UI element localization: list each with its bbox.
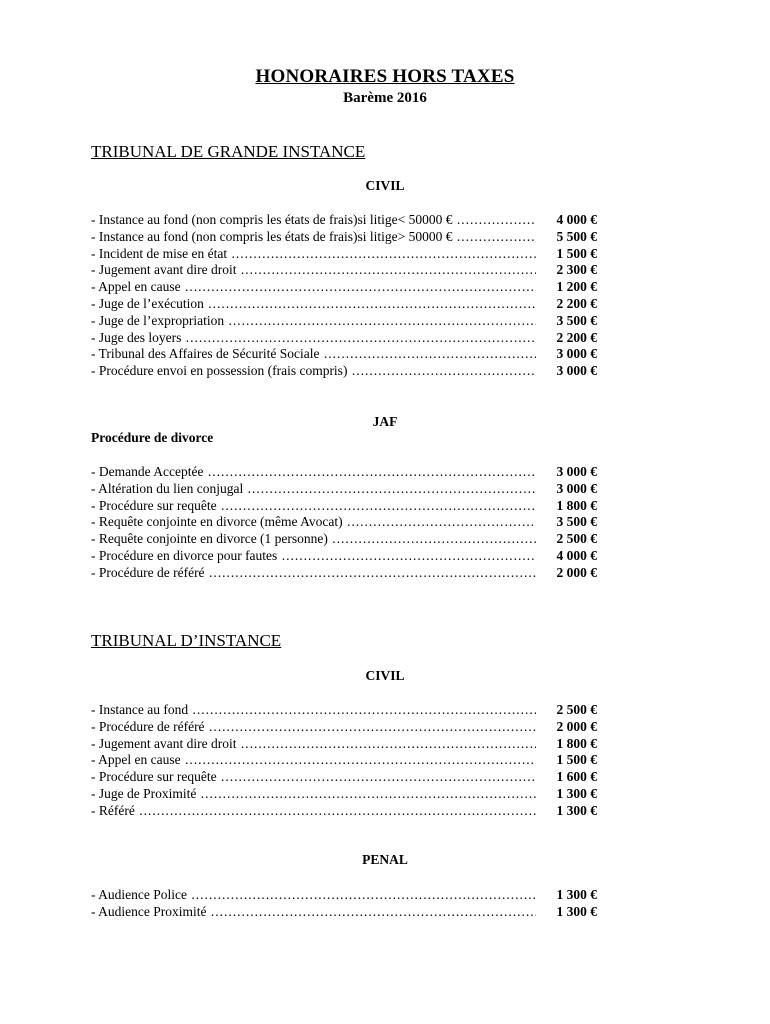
fee-row bbox=[91, 803, 601, 820]
fee-label: - Altération du lien conjugal ..... bbox=[91, 481, 536, 498]
fee-label: - Procédure en divorce pour fautes ..... bbox=[91, 548, 536, 565]
fee-list-penal bbox=[91, 887, 601, 921]
fee-row bbox=[91, 736, 601, 753]
fee-row bbox=[91, 481, 601, 498]
fee-row bbox=[91, 363, 601, 380]
fee-label: - Incident de mise en état ..... bbox=[91, 246, 536, 263]
fee-label: - Instance au fond ..... bbox=[91, 702, 536, 719]
fee-row bbox=[91, 313, 601, 330]
fee-label: - Procédure sur requête ..... bbox=[91, 769, 536, 786]
fee-row bbox=[91, 212, 601, 229]
fee-price: 1 200 € bbox=[556, 279, 597, 295]
fee-price: 3 000 € bbox=[556, 464, 597, 479]
fee-label: - Procédure de référé ..... bbox=[91, 719, 536, 736]
fee-row bbox=[91, 246, 601, 263]
fee-price: 2 300 € bbox=[556, 262, 597, 278]
fee-label: - Juge de l’expropriation ..... bbox=[91, 313, 536, 330]
page-subtitle: Barème 2016 bbox=[343, 90, 427, 106]
fee-row bbox=[91, 514, 601, 531]
fee-row bbox=[91, 904, 601, 921]
page-title: HONORAIRES HORS TAXES bbox=[255, 66, 515, 87]
fee-price: 2 200 € bbox=[556, 329, 597, 345]
fee-label: - Tribunal des Affaires de Sécurité Sociale ..... bbox=[91, 346, 536, 363]
fee-row bbox=[91, 346, 601, 363]
fee-label: - Procédure sur requête ..... bbox=[91, 498, 536, 515]
subheading-tgi-civil: CIVIL bbox=[365, 178, 405, 193]
fee-label: - Requête conjointe en divorce (même Avocat) ..... bbox=[91, 514, 536, 531]
fee-label: - Appel en cause ..... bbox=[91, 752, 536, 769]
fee-price: 4 000 € bbox=[556, 547, 597, 563]
fee-price: 2 200 € bbox=[556, 295, 597, 311]
fee-row bbox=[91, 719, 601, 736]
fee-label: - Instance au fond (non compris les états de frais)si litige< 50000 € ..... bbox=[91, 212, 536, 229]
fee-price: 3 000 € bbox=[556, 363, 597, 379]
fee-row bbox=[91, 548, 601, 565]
fee-row bbox=[91, 296, 601, 313]
subheading-ti-civil: CIVIL bbox=[365, 668, 405, 683]
fee-row bbox=[91, 565, 601, 582]
fee-label: - Audience Police ..... bbox=[91, 887, 536, 904]
fee-label: - Juge des loyers ..... bbox=[91, 330, 536, 347]
fee-label: - Demande Acceptée ..... bbox=[91, 464, 536, 481]
fee-label: - Instance au fond (non compris les états de frais)si litige> 50000 € ..... bbox=[91, 229, 536, 246]
fee-label: - Référé ..... bbox=[91, 803, 536, 820]
fee-price: 1 300 € bbox=[556, 802, 597, 818]
fee-list-jaf bbox=[91, 464, 601, 582]
fee-list-tgi-civil bbox=[91, 212, 601, 380]
fee-price: 2 500 € bbox=[556, 531, 597, 547]
fee-label: - Procédure envoi en possession (frais compris) ..... bbox=[91, 363, 536, 380]
fee-label: - Jugement avant dire droit ..... bbox=[91, 262, 536, 279]
fee-row bbox=[91, 498, 601, 515]
fee-label: - Jugement avant dire droit ..... bbox=[91, 736, 536, 753]
subheading-penal: PENAL bbox=[362, 852, 408, 867]
fee-label: - Procédure de référé ..... bbox=[91, 565, 536, 582]
section-heading-tgi: TRIBUNAL DE GRANDE INSTANCE bbox=[91, 142, 366, 161]
fee-row bbox=[91, 769, 601, 786]
fee-row bbox=[91, 330, 601, 347]
fee-price: 1 500 € bbox=[556, 752, 597, 768]
fee-price: 2 500 € bbox=[556, 702, 597, 717]
fee-label: - Juge de l’exécution ..... bbox=[91, 296, 536, 313]
subheading-jaf: JAF bbox=[372, 414, 398, 429]
fee-row bbox=[91, 786, 601, 803]
fee-row bbox=[91, 229, 601, 246]
fee-price: 1 500 € bbox=[556, 245, 597, 261]
fee-row bbox=[91, 464, 601, 481]
fee-price: 1 600 € bbox=[556, 769, 597, 785]
fee-price: 1 800 € bbox=[556, 735, 597, 751]
fee-row bbox=[91, 752, 601, 769]
fee-label: - Juge de Proximité ..... bbox=[91, 786, 536, 803]
fee-price: 3 000 € bbox=[556, 346, 597, 362]
fee-label: - Appel en cause ..... bbox=[91, 279, 536, 296]
fee-row bbox=[91, 279, 601, 296]
fee-row bbox=[91, 702, 601, 719]
fee-label: - Requête conjointe en divorce (1 personne) ..... bbox=[91, 531, 536, 548]
fee-row bbox=[91, 887, 601, 904]
fee-price: 2 000 € bbox=[556, 564, 597, 580]
fee-price: 3 500 € bbox=[556, 312, 597, 328]
fee-price: 2 000 € bbox=[556, 718, 597, 734]
fee-list-ti-civil bbox=[91, 702, 601, 820]
fee-row bbox=[91, 531, 601, 548]
subheading-divorce-procedure: Procédure de divorce bbox=[91, 430, 214, 445]
fee-row bbox=[91, 262, 601, 279]
fee-price: 5 500 € bbox=[556, 228, 597, 244]
fee-price: 1 300 € bbox=[556, 785, 597, 801]
fee-price: 4 000 € bbox=[556, 212, 597, 227]
fee-label: - Audience Proximité ..... bbox=[91, 904, 536, 921]
fee-price: 1 800 € bbox=[556, 497, 597, 513]
section-heading-ti: TRIBUNAL D’INSTANCE bbox=[91, 631, 282, 650]
fee-price: 3 500 € bbox=[556, 514, 597, 530]
fee-price: 1 300 € bbox=[556, 903, 597, 919]
fee-price: 1 300 € bbox=[556, 887, 597, 902]
fee-price: 3 000 € bbox=[556, 480, 597, 496]
